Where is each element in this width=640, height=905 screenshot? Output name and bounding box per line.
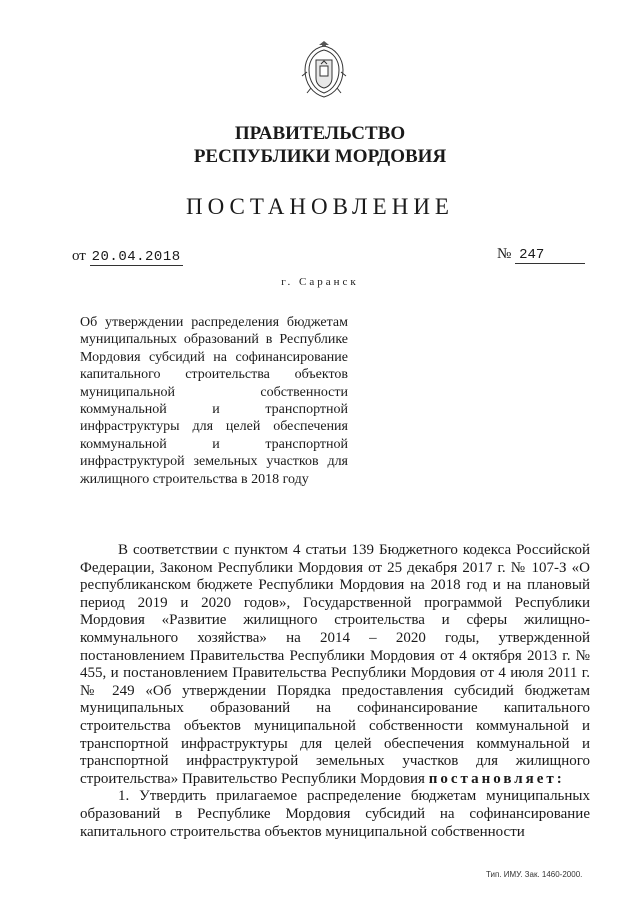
paragraph-1-text: В соответствии с пунктом 4 статьи 139 Бюджетного кодекса Российской Федерации, Законом Республики Мордовия от 25 декабря 2017 г. № 107-З «О республиканском бюджете Республики Мордовия на 2018 год и на плановый период 2019 и 2020 годов», Государственной программой Республики Мордовия «Развитие жилищного строительства и сферы жилищно-коммунального хозяйства» на 2014 – 2020 годы, утвержденной постановлением Правительства Республики Мордовия от 4 октября 2013 г. № 455, и постановлением Правительства Республики Мордовия от 4 июля 2011 г. № 249 «Об утверждении Порядка предоставления субсидий бюджетам муниципальных образований на софинансирование капитального строительства объектов муниципальной собственности коммунальной и транспортной инфраструктуры для целей обеспечения коммунальной и транспортной инфраструктурой земельных участков для жилищного строительства» Правительство Республики Мордовия — [80, 542, 590, 787]
number-prefix: № — [497, 246, 512, 262]
date-prefix: от — [72, 248, 86, 264]
document-body — [80, 542, 590, 841]
coat-of-arms-emblem — [299, 40, 349, 100]
document-subject: Об утверждении распределения бюджетам муниципальных образований в Республике Мордовия субсидий на софинансирование капитального строительства объектов муниципальной собственности коммунальной и транспортной инфраструктуры для целей обеспечения коммунальной и транспортной инфраструктурой земельных участков для жилищного строительства в 2018 году — [80, 315, 348, 487]
government-title-line2: РЕСПУБЛИКИ МОРДОВИЯ — [193, 146, 447, 167]
number-value: 247 — [515, 247, 585, 264]
document-date — [72, 248, 183, 265]
print-footer: Тип. ИМУ. Зак. 1460-2000. — [486, 870, 583, 879]
body-paragraph-1 — [80, 542, 590, 788]
date-value: 20.04.2018 — [91, 249, 181, 265]
decree-word: постановляет: — [428, 770, 565, 787]
city-label: г. Саранск — [281, 276, 359, 288]
body-paragraph-2: 1. Утвердить прилагаемое распределение бюджетам муниципальных образований в Республике Мордовия субсидий на софинансирование капитального строительства объектов муниципальной собственности — [80, 788, 590, 840]
government-title-line1: ПРАВИТЕЛЬСТВО — [234, 123, 406, 144]
document-number — [497, 246, 585, 264]
document-type-heading: ПОСТАНОВЛЕНИЕ — [186, 194, 454, 219]
